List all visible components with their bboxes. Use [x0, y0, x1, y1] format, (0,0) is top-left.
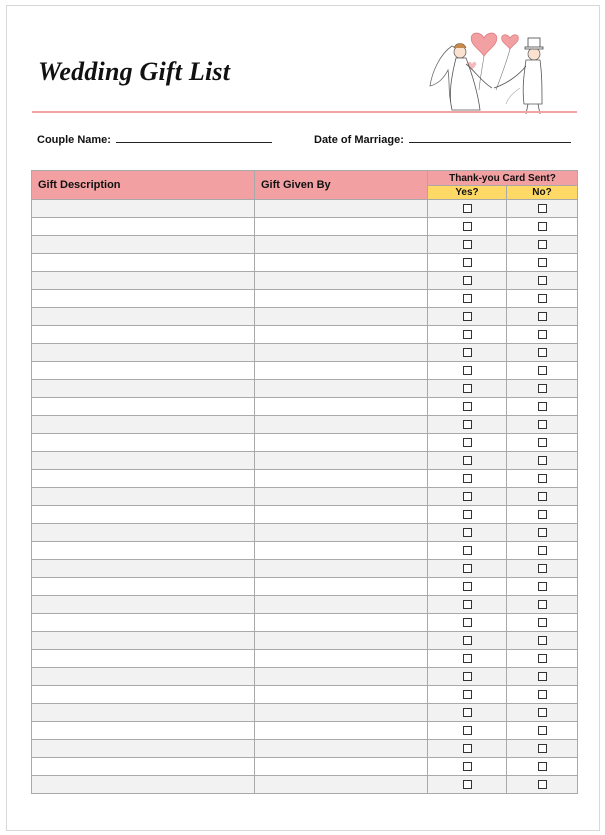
- gift-given-by-cell[interactable]: [255, 560, 428, 578]
- gift-given-by-cell[interactable]: [255, 470, 428, 488]
- checkbox-icon[interactable]: [463, 312, 472, 321]
- gift-given-by-cell[interactable]: [255, 416, 428, 434]
- gift-given-by-cell[interactable]: [255, 290, 428, 308]
- gift-given-by-cell[interactable]: [255, 272, 428, 290]
- checkbox-icon[interactable]: [538, 708, 547, 717]
- gift-given-by-cell[interactable]: [255, 362, 428, 380]
- checkbox-icon[interactable]: [538, 456, 547, 465]
- gift-given-by-cell[interactable]: [255, 614, 428, 632]
- checkbox-icon[interactable]: [538, 384, 547, 393]
- thank-you-no-cell[interactable]: [507, 272, 578, 290]
- gift-given-by-cell[interactable]: [255, 452, 428, 470]
- thank-you-no-cell[interactable]: [507, 632, 578, 650]
- checkbox-icon[interactable]: [538, 474, 547, 483]
- gift-given-by-cell[interactable]: [255, 650, 428, 668]
- thank-you-no-cell[interactable]: [507, 362, 578, 380]
- table-row: [32, 560, 578, 578]
- thank-you-yes-cell[interactable]: [428, 452, 507, 470]
- gift-description-cell[interactable]: [32, 488, 255, 506]
- checkbox-icon[interactable]: [538, 438, 547, 447]
- checkbox-icon[interactable]: [538, 726, 547, 735]
- thank-you-no-cell[interactable]: [507, 542, 578, 560]
- gift-description-cell[interactable]: [32, 722, 255, 740]
- thank-you-no-cell[interactable]: [507, 200, 578, 218]
- gift-given-by-cell[interactable]: [255, 200, 428, 218]
- gift-given-by-cell[interactable]: [255, 380, 428, 398]
- checkbox-icon[interactable]: [463, 564, 472, 573]
- column-header-gift-given-by: Gift Given By: [255, 171, 428, 200]
- gift-given-by-cell[interactable]: [255, 542, 428, 560]
- gift-given-by-cell[interactable]: [255, 308, 428, 326]
- thank-you-no-cell[interactable]: [507, 614, 578, 632]
- thank-you-no-cell[interactable]: [507, 380, 578, 398]
- table-row: [32, 506, 578, 524]
- gift-given-by-cell[interactable]: [255, 632, 428, 650]
- checkbox-icon[interactable]: [538, 276, 547, 285]
- checkbox-icon[interactable]: [463, 600, 472, 609]
- thank-you-no-cell[interactable]: [507, 596, 578, 614]
- thank-you-yes-cell[interactable]: [428, 308, 507, 326]
- gift-description-cell[interactable]: [32, 740, 255, 758]
- gift-given-by-cell[interactable]: [255, 434, 428, 452]
- thank-you-yes-cell[interactable]: [428, 218, 507, 236]
- gift-given-by-cell[interactable]: [255, 326, 428, 344]
- checkbox-icon[interactable]: [538, 402, 547, 411]
- gift-description-cell[interactable]: [32, 398, 255, 416]
- thank-you-no-cell[interactable]: [507, 506, 578, 524]
- couple-name-blank[interactable]: [116, 132, 272, 143]
- checkbox-icon[interactable]: [538, 312, 547, 321]
- checkbox-icon[interactable]: [538, 636, 547, 645]
- gift-description-cell[interactable]: [32, 506, 255, 524]
- table-row: [32, 362, 578, 380]
- gift-given-by-cell[interactable]: [255, 596, 428, 614]
- gift-description-cell[interactable]: [32, 614, 255, 632]
- checkbox-icon[interactable]: [538, 528, 547, 537]
- table-row: [32, 668, 578, 686]
- thank-you-no-cell[interactable]: [507, 218, 578, 236]
- checkbox-icon[interactable]: [463, 492, 472, 501]
- checkbox-icon[interactable]: [538, 420, 547, 429]
- thank-you-no-cell[interactable]: [507, 758, 578, 776]
- thank-you-yes-cell[interactable]: [428, 578, 507, 596]
- gift-given-by-cell[interactable]: [255, 704, 428, 722]
- thank-you-yes-cell[interactable]: [428, 290, 507, 308]
- gift-description-cell[interactable]: [32, 254, 255, 272]
- table-row: [32, 524, 578, 542]
- gift-description-cell[interactable]: [32, 200, 255, 218]
- couple-name-field: [37, 132, 272, 146]
- thank-you-yes-cell[interactable]: [428, 254, 507, 272]
- gift-table: [31, 170, 578, 794]
- column-group-thank-you-card: Thank-you Card Sent?: [428, 171, 578, 186]
- table-row: [32, 326, 578, 344]
- thank-you-yes-cell[interactable]: [428, 560, 507, 578]
- thank-you-yes-cell[interactable]: [428, 686, 507, 704]
- thank-you-no-cell[interactable]: [507, 686, 578, 704]
- table-row: [32, 740, 578, 758]
- column-header-no: No?: [507, 186, 578, 200]
- thank-you-no-cell[interactable]: [507, 650, 578, 668]
- table-row: [32, 470, 578, 488]
- gift-description-cell[interactable]: [32, 776, 255, 794]
- thank-you-yes-cell[interactable]: [428, 524, 507, 542]
- checkbox-icon[interactable]: [538, 294, 547, 303]
- thank-you-yes-cell[interactable]: [428, 272, 507, 290]
- thank-you-yes-cell[interactable]: [428, 380, 507, 398]
- thank-you-no-cell[interactable]: [507, 452, 578, 470]
- checkbox-icon[interactable]: [463, 618, 472, 627]
- gift-description-cell[interactable]: [32, 380, 255, 398]
- gift-description-cell[interactable]: [32, 578, 255, 596]
- table-row: [32, 236, 578, 254]
- thank-you-yes-cell[interactable]: [428, 470, 507, 488]
- checkbox-icon[interactable]: [538, 222, 547, 231]
- thank-you-no-cell[interactable]: [507, 398, 578, 416]
- gift-description-cell[interactable]: [32, 344, 255, 362]
- checkbox-icon[interactable]: [538, 204, 547, 213]
- thank-you-no-cell[interactable]: [507, 470, 578, 488]
- table-row: [32, 272, 578, 290]
- checkbox-icon[interactable]: [463, 546, 472, 555]
- thank-you-yes-cell[interactable]: [428, 722, 507, 740]
- table-row: [32, 344, 578, 362]
- gift-given-by-cell[interactable]: [255, 398, 428, 416]
- gift-description-cell[interactable]: [32, 362, 255, 380]
- table-row: [32, 542, 578, 560]
- table-row: [32, 578, 578, 596]
- thank-you-yes-cell[interactable]: [428, 668, 507, 686]
- date-of-marriage-blank[interactable]: [409, 132, 571, 143]
- checkbox-icon[interactable]: [538, 582, 547, 591]
- gift-table-body: [32, 200, 578, 794]
- date-of-marriage-label: Date of Marriage:: [314, 134, 404, 146]
- thank-you-yes-cell[interactable]: [428, 632, 507, 650]
- gift-description-cell[interactable]: [32, 416, 255, 434]
- thank-you-no-cell[interactable]: [507, 524, 578, 542]
- table-row: [32, 758, 578, 776]
- thank-you-no-cell[interactable]: [507, 290, 578, 308]
- gift-given-by-cell[interactable]: [255, 776, 428, 794]
- checkbox-icon[interactable]: [463, 744, 472, 753]
- gift-description-cell[interactable]: [32, 326, 255, 344]
- checkbox-icon[interactable]: [463, 204, 472, 213]
- thank-you-no-cell[interactable]: [507, 578, 578, 596]
- gift-given-by-cell[interactable]: [255, 254, 428, 272]
- thank-you-no-cell[interactable]: [507, 308, 578, 326]
- checkbox-icon[interactable]: [463, 402, 472, 411]
- gift-description-cell[interactable]: [32, 758, 255, 776]
- table-row: [32, 290, 578, 308]
- column-header-gift-description: Gift Description: [32, 171, 255, 200]
- table-row: [32, 254, 578, 272]
- checkbox-icon[interactable]: [463, 348, 472, 357]
- gift-description-cell[interactable]: [32, 290, 255, 308]
- table-row: [32, 380, 578, 398]
- checkbox-icon[interactable]: [538, 744, 547, 753]
- thank-you-yes-cell[interactable]: [428, 326, 507, 344]
- thank-you-no-cell[interactable]: [507, 416, 578, 434]
- gift-given-by-cell[interactable]: [255, 740, 428, 758]
- bride-and-groom-illustration: [422, 24, 552, 116]
- gift-description-cell[interactable]: [32, 686, 255, 704]
- checkbox-icon[interactable]: [538, 600, 547, 609]
- checkbox-icon[interactable]: [538, 240, 547, 249]
- gift-given-by-cell[interactable]: [255, 686, 428, 704]
- checkbox-icon[interactable]: [463, 690, 472, 699]
- thank-you-yes-cell[interactable]: [428, 398, 507, 416]
- table-row: [32, 488, 578, 506]
- checkbox-icon[interactable]: [538, 330, 547, 339]
- gift-description-cell[interactable]: [32, 632, 255, 650]
- gift-description-cell[interactable]: [32, 704, 255, 722]
- thank-you-yes-cell[interactable]: [428, 704, 507, 722]
- table-row: [32, 596, 578, 614]
- gift-given-by-cell[interactable]: [255, 668, 428, 686]
- checkbox-icon[interactable]: [463, 420, 472, 429]
- checkbox-icon[interactable]: [463, 528, 472, 537]
- gift-description-cell[interactable]: [32, 218, 255, 236]
- table-row: [32, 218, 578, 236]
- thank-you-no-cell[interactable]: [507, 722, 578, 740]
- gift-description-cell[interactable]: [32, 470, 255, 488]
- checkbox-icon[interactable]: [463, 672, 472, 681]
- checkbox-icon[interactable]: [463, 654, 472, 663]
- gift-description-cell[interactable]: [32, 650, 255, 668]
- gift-description-cell[interactable]: [32, 434, 255, 452]
- gift-given-by-cell[interactable]: [255, 722, 428, 740]
- checkbox-icon[interactable]: [538, 618, 547, 627]
- thank-you-no-cell[interactable]: [507, 740, 578, 758]
- checkbox-icon[interactable]: [463, 258, 472, 267]
- thank-you-no-cell[interactable]: [507, 254, 578, 272]
- table-row: [32, 452, 578, 470]
- checkbox-icon[interactable]: [538, 546, 547, 555]
- thank-you-yes-cell[interactable]: [428, 758, 507, 776]
- gift-description-cell[interactable]: [32, 524, 255, 542]
- gift-description-cell[interactable]: [32, 272, 255, 290]
- gift-given-by-cell[interactable]: [255, 506, 428, 524]
- couple-name-label: Couple Name:: [37, 134, 111, 146]
- gift-given-by-cell[interactable]: [255, 578, 428, 596]
- gift-given-by-cell[interactable]: [255, 236, 428, 254]
- checkbox-icon[interactable]: [463, 438, 472, 447]
- thank-you-yes-cell[interactable]: [428, 596, 507, 614]
- gift-description-cell[interactable]: [32, 596, 255, 614]
- checkbox-icon[interactable]: [538, 366, 547, 375]
- thank-you-yes-cell[interactable]: [428, 614, 507, 632]
- thank-you-yes-cell[interactable]: [428, 488, 507, 506]
- thank-you-yes-cell[interactable]: [428, 740, 507, 758]
- thank-you-yes-cell[interactable]: [428, 434, 507, 452]
- checkbox-icon[interactable]: [538, 492, 547, 501]
- table-row: [32, 308, 578, 326]
- gift-given-by-cell[interactable]: [255, 758, 428, 776]
- checkbox-icon[interactable]: [538, 672, 547, 681]
- gift-description-cell[interactable]: [32, 452, 255, 470]
- checkbox-icon[interactable]: [538, 780, 547, 789]
- checkbox-icon[interactable]: [463, 726, 472, 735]
- date-of-marriage-field: [314, 132, 571, 146]
- checkbox-icon[interactable]: [463, 276, 472, 285]
- column-header-yes: Yes?: [428, 186, 507, 200]
- checkbox-icon[interactable]: [463, 222, 472, 231]
- table-row: [32, 200, 578, 218]
- page-title: Wedding Gift List: [38, 57, 231, 86]
- table-row: [32, 650, 578, 668]
- gift-description-cell[interactable]: [32, 560, 255, 578]
- checkbox-icon[interactable]: [463, 474, 472, 483]
- checkbox-icon[interactable]: [463, 582, 472, 591]
- thank-you-yes-cell[interactable]: [428, 200, 507, 218]
- checkbox-icon[interactable]: [463, 240, 472, 249]
- checkbox-icon[interactable]: [538, 690, 547, 699]
- checkbox-icon[interactable]: [463, 456, 472, 465]
- table-row: [32, 398, 578, 416]
- thank-you-no-cell[interactable]: [507, 326, 578, 344]
- checkbox-icon[interactable]: [463, 366, 472, 375]
- table-row: [32, 434, 578, 452]
- checkbox-icon[interactable]: [463, 384, 472, 393]
- gift-description-cell[interactable]: [32, 308, 255, 326]
- header-rule: [32, 111, 577, 113]
- thank-you-no-cell[interactable]: [507, 668, 578, 686]
- thank-you-yes-cell[interactable]: [428, 362, 507, 380]
- checkbox-icon[interactable]: [538, 510, 547, 519]
- checkbox-icon[interactable]: [538, 348, 547, 357]
- thank-you-no-cell[interactable]: [507, 488, 578, 506]
- table-row: [32, 686, 578, 704]
- checkbox-icon[interactable]: [463, 762, 472, 771]
- thank-you-yes-cell[interactable]: [428, 236, 507, 254]
- thank-you-no-cell[interactable]: [507, 704, 578, 722]
- thank-you-yes-cell[interactable]: [428, 776, 507, 794]
- thank-you-yes-cell[interactable]: [428, 416, 507, 434]
- gift-given-by-cell[interactable]: [255, 488, 428, 506]
- gift-description-cell[interactable]: [32, 668, 255, 686]
- thank-you-yes-cell[interactable]: [428, 650, 507, 668]
- gift-given-by-cell[interactable]: [255, 524, 428, 542]
- thank-you-no-cell[interactable]: [507, 344, 578, 362]
- table-row: [32, 632, 578, 650]
- gift-description-cell[interactable]: [32, 236, 255, 254]
- checkbox-icon[interactable]: [463, 708, 472, 717]
- thank-you-no-cell[interactable]: [507, 236, 578, 254]
- gift-description-cell[interactable]: [32, 542, 255, 560]
- checkbox-icon[interactable]: [538, 762, 547, 771]
- thank-you-yes-cell[interactable]: [428, 344, 507, 362]
- table-row: [32, 776, 578, 794]
- table-row: [32, 704, 578, 722]
- gift-given-by-cell[interactable]: [255, 218, 428, 236]
- checkbox-icon[interactable]: [538, 564, 547, 573]
- checkbox-icon[interactable]: [538, 258, 547, 267]
- checkbox-icon[interactable]: [463, 510, 472, 519]
- thank-you-yes-cell[interactable]: [428, 506, 507, 524]
- checkbox-icon[interactable]: [463, 636, 472, 645]
- table-row: [32, 416, 578, 434]
- thank-you-no-cell[interactable]: [507, 560, 578, 578]
- thank-you-no-cell[interactable]: [507, 776, 578, 794]
- checkbox-icon[interactable]: [463, 294, 472, 303]
- checkbox-icon[interactable]: [463, 780, 472, 789]
- table-row: [32, 614, 578, 632]
- thank-you-yes-cell[interactable]: [428, 542, 507, 560]
- table-row: [32, 722, 578, 740]
- checkbox-icon[interactable]: [463, 330, 472, 339]
- checkbox-icon[interactable]: [538, 654, 547, 663]
- thank-you-no-cell[interactable]: [507, 434, 578, 452]
- gift-given-by-cell[interactable]: [255, 344, 428, 362]
